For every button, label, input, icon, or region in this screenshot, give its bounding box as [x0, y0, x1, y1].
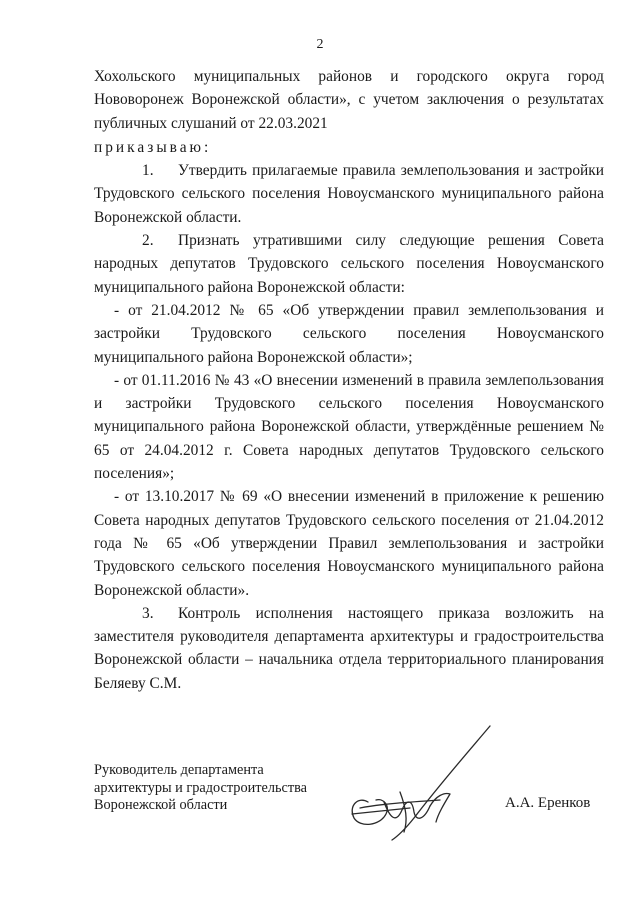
item-1 [94, 159, 604, 229]
item-2 [94, 229, 604, 299]
signer-name: А.А. Еренков [505, 795, 591, 811]
item-1-number: 1. [142, 162, 154, 180]
item-2-text: Признать утратившими силу следующие решения Совета народных депутатов Трудовского сельского поселения Новоусманского муниципального района Воронежской области: [94, 232, 604, 296]
signer-position-line-2: архитектуры и градостроительства [94, 779, 308, 796]
item-1-text: Утвердить прилагаемые правила землепользования и застройки Трудовского сельского поселения Новоусманского муниципального района Воронежской области. [94, 162, 604, 226]
repealed-decision-2: - от 01.11.2016 № 43 «О внесении изменений в правила землепользования и застройки Трудовского сельского поселения Новоусманского муниципального района Воронежской области, утверждённые решением № 65 от 24.04.2012 г. Совета народных депутатов Трудовского сельского поселения»; [94, 371, 604, 483]
item-3-number: 3. [142, 604, 154, 622]
repealed-decision-3: - от 13.10.2017 № 69 «О внесении изменений в приложение к решению Совета народных депутатов Трудовского сельского поселения от 21.04.2012 года № 65 «Об утверждении Правил землепользования и застройки Трудовского сельского поселения Новоусманского муниципального района Воронежской области». [94, 488, 604, 599]
signer-position [94, 762, 307, 815]
page-number: 2 [316, 37, 324, 52]
signer-position-line-3: Воронежской области [94, 797, 228, 813]
orders-heading: приказываю: [94, 138, 212, 156]
signer-position-line-1: Руководитель департамента [94, 762, 264, 778]
item-3-text: Контроль исполнения настоящего приказа возложить на заместителя руководителя департамента архитектуры и градостроительства Воронежской области – начальника отдела территориального планирования Беляеву С.М. [94, 604, 604, 692]
item-2-number: 2. [142, 232, 154, 250]
intro-paragraph: Хохольского муниципальных районов и городского округа город Нововоронеж Воронежской области», с учетом заключения о результатах публичных слушаний от 22.03.2021 [94, 68, 604, 132]
repealed-decision-1: - от 21.04.2012 № 65 «Об утверждении правил землепользования и застройки Трудовского сельского поселения Новоусманского муниципального района Воронежской области»; [94, 301, 604, 366]
item-3 [94, 602, 604, 695]
handwritten-signature [340, 722, 500, 842]
document-body [94, 65, 604, 695]
